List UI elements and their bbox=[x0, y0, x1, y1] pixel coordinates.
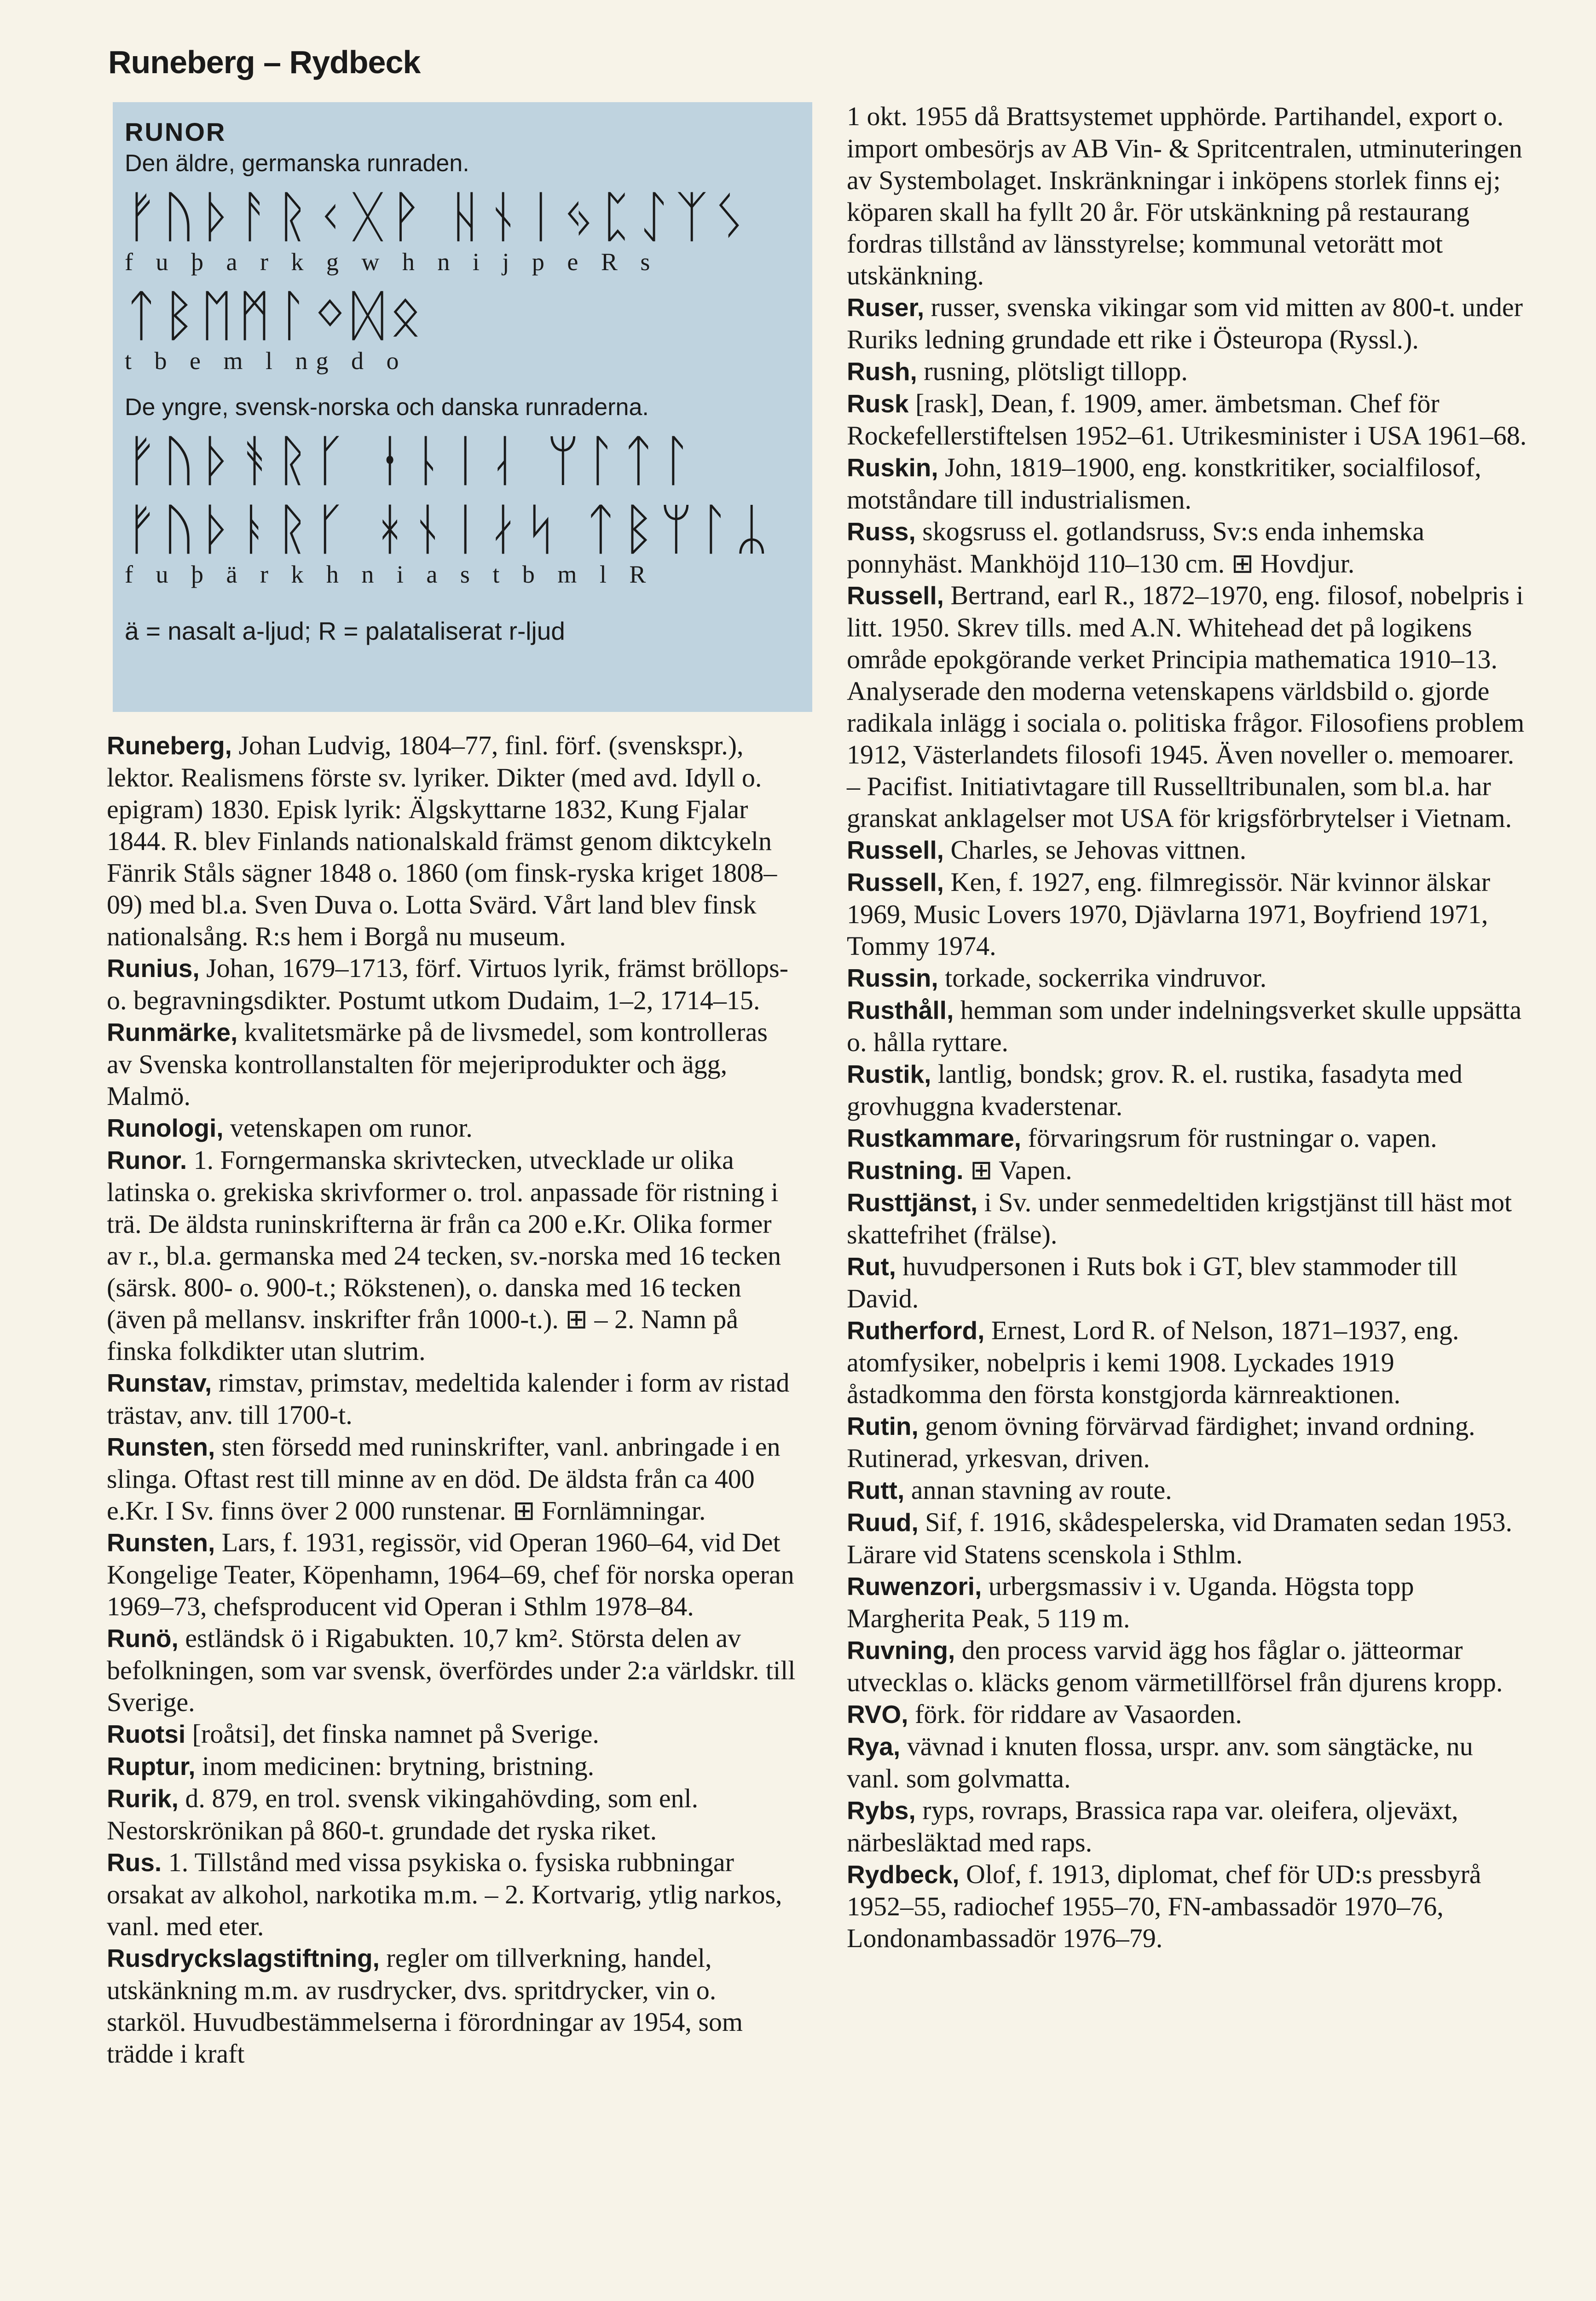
entry-headword: Russell, bbox=[847, 836, 944, 864]
entry-headword: Runius, bbox=[107, 954, 200, 983]
entry-text: genom övning förvärvad färdighet; invand ordning. Rutinerad, yrkesvan, driven. bbox=[847, 1411, 1475, 1473]
entry-text: hemman som under indelningsverket skulle uppsätta o. hålla ryttare. bbox=[847, 995, 1522, 1057]
entry-headword: Runsten, bbox=[107, 1528, 215, 1557]
dictionary-entry bbox=[847, 100, 1528, 291]
entry-text: Ken, f. 1927, eng. filmregissör. När kvinnor älskar 1969, Music Lovers 1970, Djävlarna 1971, Boyfriend 1971, Tommy 1974. bbox=[847, 867, 1491, 961]
entry-headword: Russ, bbox=[847, 517, 916, 546]
entry-headword: Rya, bbox=[847, 1732, 901, 1761]
entry-text: Bertrand, earl R., 1872–1970, eng. filosof, nobelpris i litt. 1950. Skrev tills. med A.N. Whitehead det på logikens område epokgörande verket Principia mathematica 1910–13. Analyserade den moderna vetenskapens världsbild o. gjorde radikala inlägg i sociala o. politiska frågor. Filosofiens problem 1912, Västerlandets filosofi 1945. Även noveller o. memoarer. – Pacifist. Initiativtagare till Russelltribunalen, som bl.a. har granskat anklagelser mot USA för krigsförbrytelser i Vietnam. bbox=[847, 580, 1525, 833]
elder-futhark-runes-1: ᚠᚢᚦᚨᚱᚲᚷᚹ ᚺᚾᛁᛃᛈᛇᛉᛊ bbox=[125, 185, 751, 249]
dictionary-entry bbox=[847, 291, 1528, 355]
dictionary-entry bbox=[847, 1410, 1528, 1474]
entry-headword: Runö, bbox=[107, 1624, 179, 1653]
dictionary-entry bbox=[107, 952, 797, 1016]
entry-text: Charles, se Jehovas vittnen. bbox=[943, 835, 1247, 865]
entry-headword: Russell, bbox=[847, 868, 944, 896]
dictionary-entry bbox=[847, 451, 1528, 515]
entry-text: russer, svenska vikingar som vid mitten av 800-t. under Ruriks ledning grundade ett rike i Östeuropa (Ryssl.). bbox=[847, 292, 1523, 354]
infobox-title: RUNOR bbox=[125, 117, 226, 146]
dictionary-entry bbox=[107, 1782, 797, 1846]
entry-headword: Rusthåll, bbox=[847, 996, 954, 1024]
dictionary-entry bbox=[107, 1750, 797, 1782]
entry-text: 1. Forngermanska skrivtecken, utvecklade ur olika latinska o. grekiska skrivformer o. trol. anpassade för ristning i trä. De äldsta runinskrifterna är från ca 200 e.Kr. Olika former av r., bl.a. germanska med 24 tecken, sv.-norska med 16 tecken (särsk. 800- o. 900-t.; Rökstenen), o. danska med 16 tecken (även på mellansv. inskrifter från 1000-t.). ⊞ – 2. Namn på finska folkdikter utan slutrim. bbox=[107, 1145, 781, 1366]
dictionary-entry bbox=[847, 1570, 1528, 1634]
entry-text: Johan, 1679–1713, förf. Virtuos lyrik, främst bröllops- o. begravningsdikter. Postumt utkom Dudaim, 1–2, 1714–15. bbox=[107, 953, 789, 1015]
entry-headword: Ruwenzori, bbox=[847, 1572, 982, 1601]
dictionary-entry bbox=[107, 1144, 797, 1367]
entry-headword: Rustik, bbox=[847, 1060, 931, 1088]
entry-text: Lars, f. 1931, regissör, vid Operan 1960–64, vid Det Kongelige Teater, Köpenhamn, 1964–69, chef för norska operan 1969–73, chefsproducent vid Operan i Sthlm 1978–84. bbox=[107, 1527, 794, 1621]
dictionary-entry bbox=[847, 1698, 1528, 1730]
dictionary-entry bbox=[107, 1526, 797, 1622]
dictionary-entry bbox=[847, 994, 1528, 1058]
elder-transliteration-2: t b e m l ng d o bbox=[125, 347, 407, 375]
entry-text: urbergsmassiv i v. Uganda. Högsta topp Margherita Peak, 5 119 m. bbox=[847, 1571, 1414, 1633]
dictionary-entry bbox=[107, 1622, 797, 1718]
entry-text: kvalitetsmärke på de livsmedel, som kontrolleras av Svenska kontrollanstalten för mejeriprodukter och ägg, Malmö. bbox=[107, 1017, 768, 1111]
dictionary-entry bbox=[107, 1718, 797, 1750]
entry-text: huvudpersonen i Ruts bok i GT, blev stammoder till David. bbox=[847, 1251, 1457, 1313]
dictionary-entry bbox=[107, 1942, 797, 2070]
entry-text: rimstav, primstav, medeltida kalender i form av ristad trästav, anv. till 1700-t. bbox=[107, 1368, 790, 1430]
entry-headword: Rutt, bbox=[847, 1476, 905, 1504]
infobox-caption-elder: Den äldre, germanska runraden. bbox=[125, 150, 469, 177]
entry-text: vävnad i knuten flossa, urspr. anv. som sängtäcke, nu vanl. som golvmatta. bbox=[847, 1731, 1473, 1793]
entry-headword: Runstav, bbox=[107, 1369, 212, 1397]
entry-text: ⊞ Vapen. bbox=[963, 1155, 1072, 1185]
entry-text: lantlig, bondsk; grov. R. el. rustika, fasadyta med grovhuggna kvaderstenar. bbox=[847, 1059, 1463, 1121]
dictionary-entry bbox=[847, 834, 1528, 866]
entry-text: regler om tillverkning, handel, utskänkning m.m. av rusdrycker, dvs. spritdrycker, vin o. starköl. Huvudbestämmelserna i förordningar av 1954, som trädde i kraft bbox=[107, 1943, 743, 2069]
dictionary-entry bbox=[847, 1154, 1528, 1186]
entry-text: torkade, sockerrika vindruvor. bbox=[938, 963, 1267, 993]
entry-headword: Ruotsi bbox=[107, 1720, 186, 1748]
entry-text: Olof, f. 1913, diplomat, chef för UD:s pressbyrå 1952–55, radiochef 1955–70, FN-ambassadör 1970–76, Londonambassadör 1976–79. bbox=[847, 1859, 1481, 1953]
dictionary-entry bbox=[107, 1846, 797, 1942]
entry-headword: Rustkammare, bbox=[847, 1124, 1022, 1152]
dictionary-entry bbox=[847, 1122, 1528, 1154]
dictionary-entry bbox=[107, 1367, 797, 1431]
entry-text: annan stavning av route. bbox=[904, 1475, 1172, 1505]
entry-headword: Russell, bbox=[847, 581, 944, 610]
entry-headword: Rusk bbox=[847, 389, 909, 418]
dictionary-entry bbox=[107, 729, 797, 952]
dictionary-entry bbox=[107, 1431, 797, 1526]
entry-text: estländsk ö i Rigabukten. 10,7 km². Största delen av befolkningen, som var svensk, överfördes under 2:a världskr. till Sverige. bbox=[107, 1623, 796, 1717]
dictionary-entry bbox=[847, 515, 1528, 579]
right-column bbox=[847, 100, 1528, 1954]
entry-text: [roåtsi], det finska namnet på Sverige. bbox=[185, 1719, 599, 1749]
dictionary-entry bbox=[847, 1858, 1528, 1954]
entry-text: 1. Tillstånd med vissa psykiska o. fysiska rubbningar orsakat av alkohol, narkotika m.m. – 2. Kortvarig, ytlig narkos, vanl. med eter. bbox=[107, 1847, 782, 1941]
entry-text: Sif, f. 1916, skådespelerska, vid Dramaten sedan 1953. Lärare vid Statens scenskola i Sthlm. bbox=[847, 1507, 1512, 1569]
left-column bbox=[107, 729, 797, 2070]
dictionary-entry bbox=[847, 579, 1528, 834]
entry-headword: Ruptur, bbox=[107, 1752, 196, 1781]
runes-infobox bbox=[113, 102, 812, 712]
entry-headword: Rut, bbox=[847, 1252, 896, 1281]
dictionary-entry bbox=[847, 962, 1528, 994]
entry-headword: RVO, bbox=[847, 1700, 908, 1729]
dictionary-entry bbox=[847, 1634, 1528, 1698]
entry-headword: Rydbeck, bbox=[847, 1860, 960, 1889]
infobox-note: ä = nasalt a-ljud; R = palataliserat r-ljud bbox=[125, 617, 565, 645]
elder-transliteration-1: f u þ a r k g w h n i j p e R s bbox=[125, 248, 659, 276]
dictionary-entry bbox=[847, 1730, 1528, 1794]
younger-transliteration: f u þ ä r k h n i a s t b m l R bbox=[125, 561, 654, 588]
entry-text: förvaringsrum för rustningar o. vapen. bbox=[1021, 1123, 1437, 1153]
entry-text: rusning, plötsligt tillopp. bbox=[917, 356, 1188, 386]
dictionary-entry bbox=[847, 1506, 1528, 1570]
dictionary-entry bbox=[847, 1474, 1528, 1506]
entry-headword: Runor. bbox=[107, 1146, 187, 1174]
entry-headword: Runeberg, bbox=[107, 731, 232, 760]
entry-headword: Rustning. bbox=[847, 1156, 964, 1185]
entry-text: Ernest, Lord R. of Nelson, 1871–1937, eng. atomfysiker, nobelpris i kemi 1908. Lyckades 1919 åstadkomma den första konstgjorda kärnreaktionen. bbox=[847, 1315, 1459, 1409]
younger-futhark-runes-1: ᚠᚢᚦᚬᚱᚴ ᚽᚿᛁᛆ ᛘᛚᛏᛚ bbox=[125, 429, 698, 493]
entry-headword: Rutin, bbox=[847, 1412, 919, 1440]
dictionary-entry bbox=[107, 1016, 797, 1112]
entry-text: [rask], Dean, f. 1909, amer. ämbetsman. Chef för Rockefellerstiftelsen 1952–61. Utrikesminister i USA 1961–68. bbox=[847, 388, 1527, 451]
entry-text: skogsruss el. gotlandsruss, Sv:s enda inhemska ponnyhäst. Mankhöjd 110–130 cm. ⊞ Hovdjur. bbox=[847, 516, 1424, 578]
entry-text: i Sv. under senmedeltiden krigstjänst till häst mot skattefrihet (frälse). bbox=[847, 1187, 1512, 1249]
entry-headword: Runmärke, bbox=[107, 1018, 238, 1046]
dictionary-entry bbox=[847, 1314, 1528, 1410]
entry-headword: Rusttjänst, bbox=[847, 1188, 978, 1217]
entry-headword: Runsten, bbox=[107, 1433, 215, 1461]
younger-futhark-runes-2: ᚠᚢᚦᚭᚱᚴ ᚼᚾᛁᛅᛋ ᛏᛒᛘᛚᛦ bbox=[125, 497, 773, 561]
dictionary-entry bbox=[847, 1250, 1528, 1314]
dictionary-entry bbox=[847, 387, 1528, 451]
elder-futhark-runes-2: ᛏᛒᛖᛗᛚᛜᛞᛟ bbox=[125, 284, 427, 348]
entry-headword: Rutherford, bbox=[847, 1316, 985, 1345]
entry-headword: Rybs, bbox=[847, 1796, 916, 1825]
dictionary-entry bbox=[107, 1112, 797, 1144]
entry-headword: Rurik, bbox=[107, 1784, 179, 1813]
infobox-caption-younger: De yngre, svensk-norska och danska runraderna. bbox=[125, 394, 649, 421]
entry-text: John, 1819–1900, eng. konstkritiker, socialfilosof, motståndare till industrialismen. bbox=[847, 452, 1481, 515]
entry-text: inom medicinen: brytning, bristning. bbox=[195, 1751, 595, 1781]
dictionary-entry bbox=[847, 355, 1528, 387]
entry-text: sten försedd med runinskrifter, vanl. anbringade i en slinga. Oftast rest till minne av en död. De äldsta från ca 400 e.Kr. I Sv. finns över 2 000 runstenar. ⊞ Fornlämningar. bbox=[107, 1432, 781, 1526]
dictionary-entry bbox=[847, 1058, 1528, 1122]
entry-text: vetenskapen om runor. bbox=[223, 1113, 473, 1143]
entry-headword: Ruud, bbox=[847, 1508, 919, 1537]
entry-headword: Ruskin, bbox=[847, 453, 938, 482]
entry-text: förk. för riddare av Vasaorden. bbox=[908, 1699, 1242, 1729]
entry-text: ryps, rovraps, Brassica rapa var. oleifera, oljeväxt, närbesläktad med raps. bbox=[847, 1795, 1458, 1857]
entry-headword: Ruser, bbox=[847, 293, 925, 322]
entry-headword: Rush, bbox=[847, 357, 917, 386]
entry-text: den process varvid ägg hos fåglar o. jätteormar utvecklas o. kläcks genom värmetillförsel från djurens kropp. bbox=[847, 1635, 1503, 1697]
dictionary-entry bbox=[847, 866, 1528, 962]
entry-headword: Runologi, bbox=[107, 1114, 224, 1142]
entry-headword: Rusdryckslagstiftning, bbox=[107, 1944, 380, 1972]
dictionary-entry bbox=[847, 1186, 1528, 1250]
entry-headword: Russin, bbox=[847, 964, 938, 992]
entry-text: 1 okt. 1955 då Brattsystemet upphörde. Partihandel, export o. import ombesörjs av AB Vin- & Spritcentralen, utminuteringen av Systembolaget. Inskränkningar i inköpens storlek finns ej; köparen skall ha fyllt 20 år. För utskänkning på restaurang fordras tillstånd av länsstyrelse; kommunal vetorätt mot utskänkning. bbox=[847, 101, 1522, 290]
entry-text: d. 879, en trol. svensk vikingahövding, som enl. Nestorskrönikan på 860-t. grundade det ryska riket. bbox=[107, 1783, 699, 1845]
entry-text: Johan Ludvig, 1804–77, finl. förf. (svenskspr.), lektor. Realismens förste sv. lyriker. Dikter (med avd. Idyll o. epigram) 1830. Episk lyrik: Älgskyttarne 1832, Kung Fjalar 1844. R. blev Finlands nationalskald främst genom diktcykeln Fänrik Ståls sägner 1848 o. 1860 (om finsk-ryska kriget 1808–09) med bl.a. Sven Duva o. Lotta Svärd. Vårt land blev finsk nationalsång. R:s hem i Borgå nu museum. bbox=[107, 730, 777, 951]
dictionary-entry bbox=[847, 1794, 1528, 1858]
running-head: Runeberg – Rydbeck bbox=[108, 44, 421, 80]
entry-headword: Ruvning, bbox=[847, 1636, 955, 1665]
entry-headword: Rus. bbox=[107, 1848, 162, 1877]
